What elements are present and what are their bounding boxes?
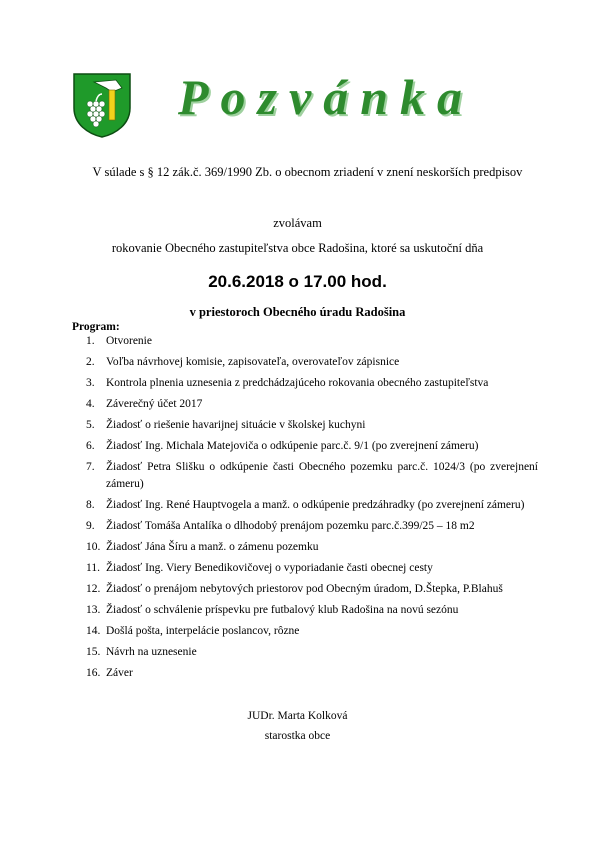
agenda-item-number: 12. — [86, 583, 101, 595]
meeting-place: v priestoroch Obecného úradu Radošina — [189, 305, 406, 319]
agenda-item — [86, 459, 538, 493]
agenda-item-text: Žiadosť o riešenie havarijnej situácie v školskej kuchyni — [106, 419, 366, 431]
agenda-item-text: Žiadosť Ing. Michala Matejoviča o odkúpenie parc.č. 9/1 (po zverejnení zámeru) — [106, 440, 479, 452]
agenda-item-text: Voľba návrhovej komisie, zapisovateľa, overovateľov zápisnice — [106, 356, 400, 368]
agenda-item-text: Návrh na uznesenie — [106, 646, 197, 658]
agenda-item-number: 1. — [86, 335, 95, 347]
agenda-item-number: 2. — [86, 356, 95, 368]
agenda-item — [86, 518, 538, 535]
agenda-item-number: 15. — [86, 646, 101, 658]
agenda-item-number: 14. — [86, 625, 101, 637]
agenda-item-number: 6. — [86, 440, 95, 452]
agenda-item-number: 4. — [86, 398, 95, 410]
legal-intro: V súlade s § 12 zák.č. 369/1990 Zb. o obecnom zriadení v znení neskorších predpisov — [92, 165, 523, 179]
agenda-list — [86, 333, 538, 686]
agenda-item — [86, 438, 538, 455]
program-label: Program: — [72, 321, 120, 333]
agenda-item — [86, 333, 538, 350]
agenda-item — [86, 539, 538, 556]
agenda-item-text: Žiadosť o schválenie príspevku pre futbalový klub Radošina na novú sezónu — [106, 604, 459, 616]
signature-name: JUDr. Marta Kolková — [247, 710, 348, 722]
agenda-item-number: 5. — [86, 419, 95, 431]
agenda-item — [86, 560, 538, 577]
agenda-item-number: 9. — [86, 520, 95, 532]
meeting-line: rokovanie Obecného zastupiteľstva obce Radošina, ktoré sa uskutoční dňa — [111, 241, 484, 255]
agenda-item-text: Záverečný účet 2017 — [106, 398, 203, 410]
agenda-item-number: 16. — [86, 667, 101, 679]
agenda-item — [86, 497, 538, 514]
agenda-item-text: Došlá pošta, interpelácie poslancov, rôzne — [106, 625, 300, 637]
agenda-item-text: Žiadosť Tomáša Antalíka o dlhodobý prenájom pozemku parc.č.399/25 – 18 m2 — [106, 520, 475, 532]
agenda-item — [86, 417, 538, 434]
agenda-item-number: 7. — [86, 461, 95, 473]
agenda-item — [86, 602, 538, 619]
page-title: Pozvánka — [178, 69, 474, 125]
agenda-item — [86, 644, 538, 661]
signature-role: starostka obce — [264, 730, 331, 742]
agenda-item-text: Žiadosť Ing. René Hauptvogela a manž. o odkúpenie predzáhradky (po zverejnení zámeru) — [106, 499, 525, 511]
agenda-item-number: 10. — [86, 541, 101, 553]
agenda-item-number: 3. — [86, 377, 95, 389]
agenda-item-text: Žiadosť Ing. Viery Benedikovičovej o vyporiadanie časti obecnej cesty — [106, 562, 433, 574]
agenda-item — [86, 623, 538, 640]
agenda-item-text: Žiadosť o prenájom nebytových priestorov pod Obecným úradom, D.Štepka, P.Blahuš — [106, 583, 503, 595]
agenda-item — [86, 375, 538, 392]
agenda-item-text: Žiadosť Petra Slišku o odkúpenie časti Obecného pozemku parc.č. 1024/3 (po zverejnení zámeru) — [106, 461, 538, 490]
agenda-item — [86, 354, 538, 371]
coat-of-arms-icon — [72, 72, 132, 138]
agenda-item — [86, 665, 538, 682]
agenda-item-number: 13. — [86, 604, 101, 616]
agenda-item-text: Záver — [106, 667, 133, 679]
agenda-item-text: Otvorenie — [106, 335, 152, 347]
agenda-item-text: Žiadosť Jána Šíru a manž. o zámenu pozemku — [106, 541, 319, 553]
agenda-item — [86, 396, 538, 413]
agenda-item-number: 8. — [86, 499, 95, 511]
agenda-item — [86, 581, 538, 598]
convene-text: zvolávam — [273, 216, 322, 230]
meeting-date-time: 20.6.2018 o 17.00 hod. — [208, 272, 387, 291]
agenda-item-text: Kontrola plnenia uznesenia z predchádzajúceho rokovania obecného zastupiteľstva — [106, 377, 489, 389]
agenda-item-number: 11. — [86, 562, 100, 574]
